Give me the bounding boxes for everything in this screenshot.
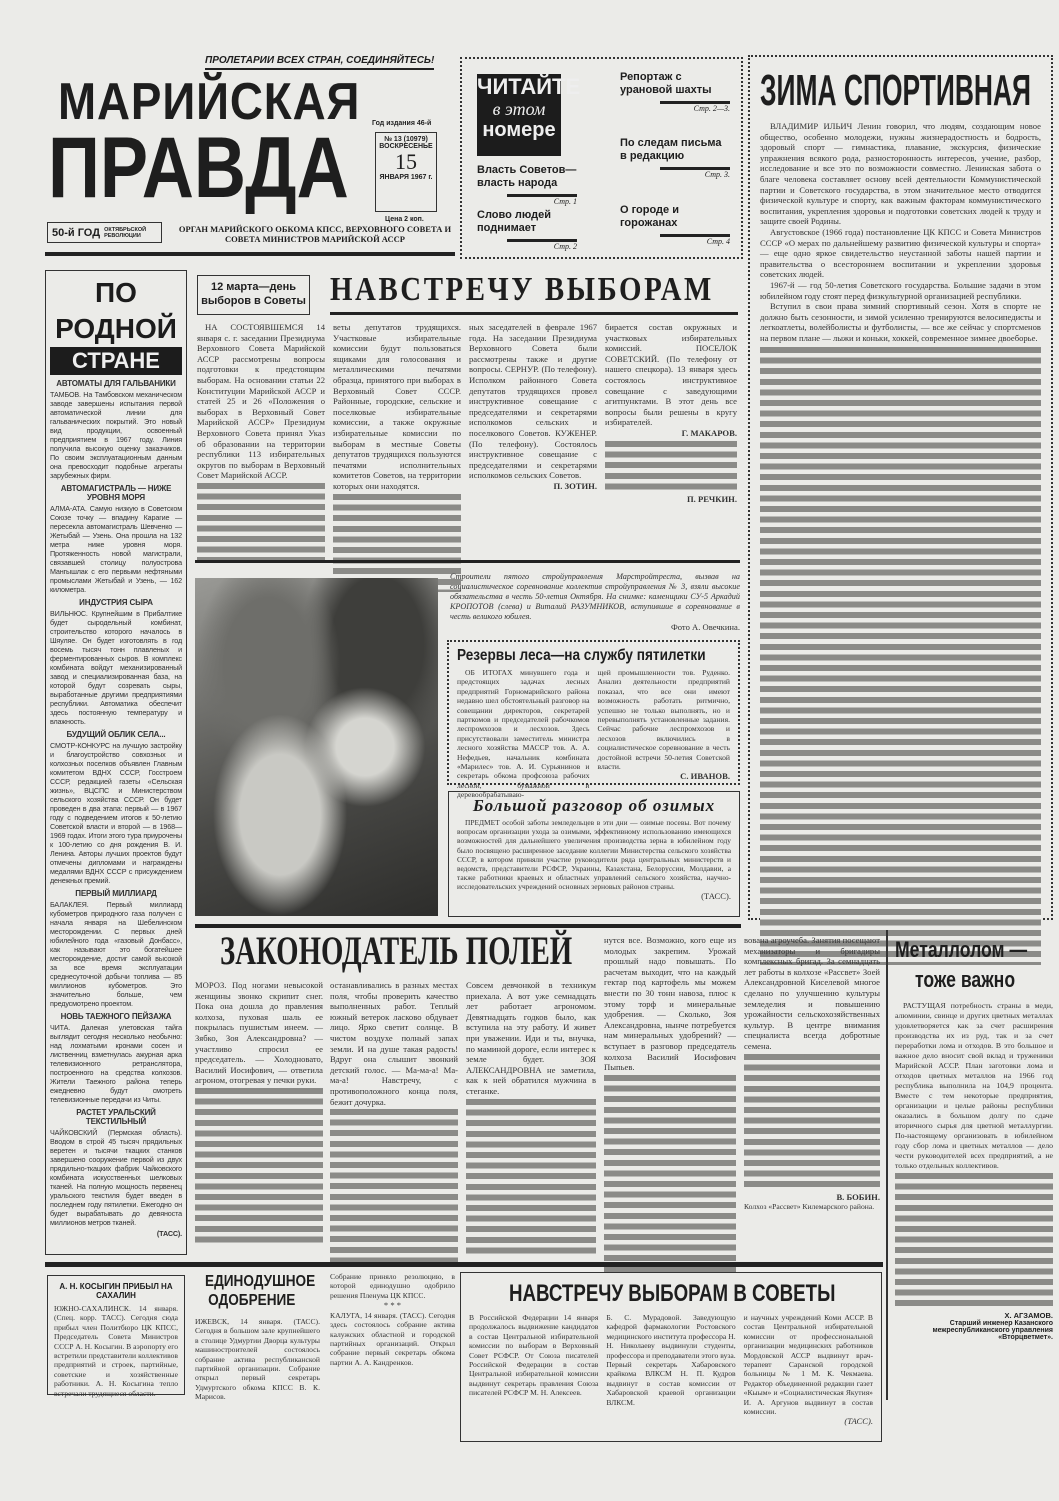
unanimous-column: ИЖЕВСК, 14 января. (ТАСС). Сегодня в большом зале крупнейшего в столице Удмуртии Дворца культуры машиностроителей состоялось собрание актива республиканской партийной организации. Собрание открыл первый секретарь Удмуртского обкома КПСС В. К. Марисов. (195, 1317, 320, 1402)
unanimous-article (195, 1272, 455, 1402)
rule (195, 560, 740, 563)
issue-item-page: Стр. 2—3. (660, 101, 730, 113)
lawmaker-column: нутся все. Возможно, кого еще из молодых закрепим. Урожай прошлый надо повышать. По расчетам выходит, что на каждый гектар под картофель мы можем внести по 30 тонн навоза, плюс к этому торф и минеральные удобрения. — Сколько, Зоя Александровна, нынче потребуется нам минеральных удобрений? — вступает в разговор председатель колхоза Василий Иосифович Пыпьев. (604, 935, 736, 1073)
anniversary-badge (47, 222, 162, 243)
news-headline: БУДУЩИЙ ОБЛИК СЕЛА... (66, 730, 166, 739)
issue-item-label: Власть Советов— власть народа (477, 164, 577, 189)
forest-column: ОБ ИТОГАХ минувшего года и предстоящих задачах лесных предприятий Горномарийского района недавно шел обстоятельный разговор на совещании директоров, секретарей парткомов и председателей рабочкомов леспромхозов и лесхозов. Здесь присутствовали заместитель министра лесного хозяйства МАССР тов. А. А. Нефедьев, начальник комбината «Марилес» тов. А. И. Сурьянинов и секретарь обкома профсоюза рабочих лесной, бумажной и деревообрабатываю- (457, 668, 590, 800)
winter-crops-text: ПРЕДМЕТ особой заботы земледельцев в эти дни — озимые посевы. Вот почему вопросам организации ухода за озимыми, эффективному использованию имеющихся возможностей для дальнейшего увеличения производства зерна в юбилейном году было посвящено расширенное заседание коллегии Министерства сельского хозяйства СССР, в котором приняли участие руководители ряда центральных министерств и ведомств, представители РСФСР, Украины, Казахстана, Белоруссии, Молдавии, а также работники краевых и областных управлений сельского хозяйства, научно-исследовательских учреждений основных зерновых районов страны. (457, 818, 731, 892)
issue-item-page: Стр. 2 (507, 239, 577, 251)
unanimous-column: Собрание приняло резолюцию, в которой единодушно одобрило решения Пленума ЦК КПСС. (330, 1272, 455, 1300)
divider (886, 930, 888, 1400)
issue-item[interactable] (620, 71, 730, 113)
unanimous-title: ЕДИНОДУШНОЕ ОДОБРЕНИЕ (205, 1273, 316, 1309)
election-date-box: 12 марта—день выборов в Советы (197, 275, 310, 315)
byline: П. РЕЧКИН. (686, 493, 737, 504)
photo-credit: Фото А. Овечкина. (670, 622, 740, 632)
news-text: ЧИТА. Далекая улетовская тайга выглядит сегодня несколько необычно: над лохматыми кронами сосен и лиственниц взметнулась ажурная арка телевизионного ретранслятора, построенного на средства колхозов. Жители Таежного района теперь ежедневно будут смотреть телевизионные передачи из Читы. (50, 1023, 182, 1104)
byline: С. ИВАНОВ. (680, 771, 730, 782)
source: (ТАСС). (156, 1229, 182, 1238)
in-this-issue-title (477, 74, 581, 156)
in-this-issue-box (460, 57, 743, 259)
issue-month-year: ЯНВАРЯ 1967 г. (379, 174, 433, 181)
soviets-column: В Российской Федерации 14 января продолжалось выдвижение кандидатов в состав Центральной избирательной комиссии по выборам в Верховный Совет РСФСР. От Союза писателей Российской Федерации в состав Центральной избирательной комиссии выдвинут секретарь правления Союза писателей РСФСР М. Н. Алексеев. (469, 1313, 599, 1398)
lawmaker-title: ЗАКОНОДАТЕЛЬ ПОЛЕЙ (220, 928, 573, 973)
issue-item[interactable] (620, 204, 730, 246)
organ-line: ОРГАН МАРИЙСКОГО ОБКОМА КПСС, ВЕРХОВНОГО СОВЕТА И СОВЕТА МИНИСТРОВ МАРИЙСКОЙ АССР (178, 224, 452, 244)
issue-item-label: О городе и горожанах (620, 204, 679, 229)
news-text: ВИЛЬНЮС. Крупнейшим в Прибалтике будет сыродельный комбинат, строительство которого началось в Шяуляе. Он будет изготовлять в год восемь тысяч тонн плавленых и ферментированных сыров. В комплекс комбината войдут механизированный завод и специализированная база, на которой будут созревать сыры, выработанные другими предприятиями республики. Автоматика обеспечит здесь постоянную температуру и влажность. (50, 609, 182, 726)
issue-item[interactable] (477, 209, 577, 251)
photo-caption-block (450, 572, 740, 632)
soviets-title: НАВСТРЕЧУ ВЫБОРАМ В СОВЕТЫ (509, 1280, 836, 1307)
title-part: номере (482, 119, 556, 141)
rule (330, 312, 738, 315)
title-part: СТРАНЕ (50, 347, 182, 375)
separator-stars: * * * (383, 1300, 402, 1311)
news-headline: НОВЬ ТАЕЖНОГО ПЕЙЗАЖА (60, 1012, 172, 1021)
issue-date-box (375, 132, 437, 212)
winter-crops-title: Большой разговор об озимых (472, 796, 716, 815)
winter-sports-article (748, 55, 1053, 920)
scrap-title: Металлолом — (895, 937, 1028, 962)
scrap-title: тоже важно (915, 967, 1016, 992)
anniversary-year: 50-й ГОД (52, 226, 101, 239)
scrap-text: РАСТУЩАЯ потребность страны в меди, алюминии, свинце и других цветных металлах удовлетворяется как за счет расширения производства их из руд, так и за счет переработки лома и отходов. В это большое и важное дело вносит свой вклад и труженики Марийской АССР. План заготовки лома и отходов цветных металлов на 1966 год республика выполнила на 104,9 процента. Вместе с тем некоторые предприятия, организации и целые районы республики оказались в большом долгу по сдаче вторичного сырья для цветной металлургии. По-настоящему организовать в юбилейном году сбор лома и цветных металлов — дело чести руководителей всех предприятий, а не только отдельных коллективов. (895, 1001, 1053, 1170)
news-text: ТАМБОВ. На Тамбовском механическом заводе завершены испытания первой автоматической линии для гальванических покрытий. Это новый вид продукции, освоенный предприятием в 1967 году. Линия получила высокую оценку заказчиков. По своим эксплуатационным данным она превосходит подобные агрегаты зарубежных фирм. (50, 390, 182, 480)
issue-item-label: Репортаж с урановой шахты (620, 71, 712, 96)
news-headline: АВТОМАГИСТРАЛЬ — НИЖЕ УРОВНЯ МОРЯ (60, 484, 172, 502)
paragraph: Августовское (1966 года) постановление ЦК КПСС и Совета Министров СССР «О мерах по дальнейшему развитию физической культуры и спорта» — еще одно яркое свидетельство неустанной заботы нашей партии и правительства о всестороннем воспитании и укреплении здоровья советских людей. (760, 226, 1041, 280)
masthead-title-line2: ПРАВДА (48, 120, 349, 216)
source: (ТАСС). (844, 1416, 873, 1427)
issue-number: № 13 (10979) (384, 136, 428, 143)
soviets-column: Б. С. Мурадовой. Заведующую кафедрой фармакологии Ростовского медицинского института профессора Н. Н. Николаеву выдвинули студенты, профессора и преподаватели этого вуза. Первый секретарь Хабаровского крайкома ВЛКСМ Н. П. Кудров выдвинут в состав комиссии от Хабаровской краевой организации ВЛКСМ. (606, 1313, 736, 1407)
native-country-column (45, 270, 187, 1255)
issue-item-page: Стр. 3. (660, 167, 730, 179)
news-text: БАЛАКЛЕЯ. Первый миллиард кубометров природного газа получен с начала января на Шебелинском месторождении. С первых дней юбилейного года «газовый Донбасс», как называют это богатейшее месторождение, достиг самой высокой за все время эксплуатации среднесуточной добычи топлива — 85 миллионов кубометров. Это значительно больше, чем предусмотрено проектом. (50, 900, 182, 1008)
photo-builders (195, 578, 438, 916)
soviets-article (460, 1272, 882, 1442)
masthead-title-line1: МАРИЙСКАЯ (58, 73, 361, 131)
photo-caption: Строители пятого стройуправления Марстройтреста, вызвав на социалистическое соревнование коллектив стройуправления № 3, взяли высокие обязательства в честь 50-летия Октября. На снимке: каменщики СУ-5 Аркадий КРОПОТОВ (слева) и Виталий РАЗУМНИКОВ, вступившие в соревнование в честь великого юбилея. (450, 572, 740, 621)
elections-title: НАВСТРЕЧУ ВЫБОРАМ (330, 271, 714, 308)
byline-place: Колхоз «Рассвет» Килемарского района. (744, 1202, 875, 1212)
election-column: бирается состав окружных и участковых избирательных комиссий. ПОСЕЛОК СОВЕТСКИЙ. (По телефону от нашего спецкора). 13 января здесь состоялось инструктивное совещание с заведующими агитпунктами. В этот день все вопросы были решены в кругу избирателей. (605, 322, 737, 428)
unanimous-column: КАЛУГА, 14 января. (ТАСС). Сегодня здесь состоялось собрание актива калужских областной и городской партийных организаций. Открыл собрание первый секретарь обкома партии А. А. Кандренков. (330, 1310, 455, 1367)
forest-column: щей промышленности тов. Руденко. Анализ деятельности предприятий показал, что все они имеют возможность работать ритмично, успешно не только выполнять, но и перевыполнять установленные задания. Сейчас рабочие леспромхозов и лесхозов включились в социалистическое соревнование в честь достойной встречи 50-летия Советской власти. (597, 668, 730, 772)
lawmaker-column: останавливались в разных местах поля, чтобы проверить качество выполненных работ. Теплый южный ветерок ласково обдувает лицо. Ярко светит солнце. В чистом воздухе полный запах земли. И на душе такая радость! Вдруг она слышит звонкий детский голос. — Ма-ма-а! Ма-ма-а! Навстречу, с противоположного конца поля, бежит дочурка. (330, 980, 458, 1107)
issue-item[interactable] (620, 137, 730, 179)
issue-item-label: По следам письма в редакцию (620, 137, 722, 162)
forest-article (447, 640, 740, 800)
news-headline: АВТОМАТЫ ДЛЯ ГАЛЬВАНИКИ (56, 379, 176, 388)
title-part: ПО РОДНОЙ (55, 277, 177, 344)
issue-weekday: ВОСКРЕСЕНЬЕ (379, 143, 433, 150)
anniversary-event: ОКТЯБРЬСКОЙ РЕВОЛЮЦИИ (104, 226, 147, 239)
election-column: веты депутатов трудящихся. Участковые избирательные комиссии будут пользоваться ящиками для голосования и металлическими печатями образца, принятого при выборах в Верховный Совет СССР. Районные, городские, сельские и поселковые избирательные комиссии, а также окружные избирательные комиссии по выборам в местные Советы депутатов трудящихся пользуются печатями исполнительных комитетов Советов, на территории которых они находятся. (333, 322, 461, 491)
winter-sports-title: ЗИМА СПОРТИВНАЯ (760, 66, 1032, 115)
issue-item[interactable] (477, 164, 577, 206)
news-headline: ИНДУСТРИЯ СЫРА (79, 598, 153, 607)
news-text: АЛМА-АТА. Самую низкую в Советском Союзе точку — впадину Карагие — пересекла автомагистраль Шевченко — Жетыбай — Узень. Она прошла на 132 метра ниже уровня моря. Протяженность новой магистрали, связавшей столицу полуострова Мангышлак с его первыми нефтяными промыслами Жетыбай и Узень, — 162 километра. (50, 504, 182, 594)
election-column: НА СОСТОЯВШЕМСЯ 14 января с. г. заседании Президиума Верховного Совета Марийской АССР рассмотрены вопросы подготовки к предстоящим выборам. На основании статьи 22 Конституции Марийской АССР и статей 25 и 26 «Положения о выборах в Верховный Совет Марийской АССР» Президиум Верховного Совета принял Указ об образовании на территории республики 113 избирательных округов по выборам в Верховный Совет Марийской АССР. (197, 322, 325, 481)
issue-day: 15 (395, 149, 417, 174)
byline: Г. МАКАРОВ. (681, 427, 737, 438)
issue-item-page: Стр. 4 (660, 234, 730, 246)
byline: П. ЗОТИН. (553, 480, 597, 491)
issue-item-label: Слово людей поднимает (477, 209, 551, 234)
kosygin-title: А. Н. КОСЫГИН ПРИБЫЛ НА САХАЛИН (59, 1282, 173, 1300)
news-text: ЧАЙКОВСКИЙ (Пермская область). Вводом в строй 45 тысяч прядильных веретен и тысячи ткацких станков завершено сооружение первой из двух прядильно-ткацких фабрик Чайковского комбината искусственных шелковых тканей. На полную мощность первенец уральского текстиля будет введен в последнем году пятилетки. Ежегодно он будет вырабатывать до девяноста миллионов метров тканей. (50, 1128, 182, 1227)
issue-item-page: Стр. 1 (507, 194, 577, 206)
scrap-article (895, 935, 1053, 1395)
forest-title: Резервы леса—на службу пятилетки (457, 647, 706, 664)
news-headline: РАСТЕТ УРАЛЬСКИЙ ТЕКСТИЛЬНЫЙ (76, 1108, 156, 1126)
title-part: в этом (492, 99, 546, 119)
title-part: ЧИТАЙТЕ (477, 74, 581, 99)
kosygin-article (47, 1275, 185, 1398)
lawmaker-column: вована агроучеба. Занятия посещают механизаторы и бригадиры комплексных бригад. За семнадцать лет работы в колхозе «Рассвет» Зоей Александровной Киселевой многое сделано по улучшению культуры земледелия и повышению урожайности сельскохозяйственных культур. В центре внимания специалиста всегда добротные семена. (744, 935, 880, 1051)
lawmaker-column: Совсем девчонкой в техникум приехала. А вот уже семнадцать лет работает агрономом. Девятнадцать годков было, как вступила на эту работу. И живет при уважении. Иди и ты, внучка, по маминой дороге, если интерес к земле будет. ЗОЯ АЛЕКСАНДРОВНА не заметила, как к ней обратился мужчина в стеганке. (466, 980, 596, 1096)
byline: В. БОБИН. (836, 1191, 880, 1202)
news-headline: ПЕРВЫЙ МИЛЛИАРД (75, 889, 157, 898)
winter-crops-article (448, 791, 740, 917)
lawmaker-column: МОРОЗ. Под ногами невысокой женщины звонко скрипит снег. Пока она дошла до правления колхоза, пуховая шаль ее покрылась пушистым инеем. — Зябко, Зоя Александровна? — участливо спросил ее председатель. — Холодновато, Василий Иосифович, — ответила агроном, отогревая у печки руки. (195, 980, 323, 1086)
masthead-slogan: ПРОЛЕТАРИИ ВСЕХ СТРАН, СОЕДИНЯЙТЕСЬ! (205, 55, 434, 70)
paragraph: 1967-й — год 50-летия Советского государства. Большие задачи в этом юбилейном году стоят перед физкультурной организацией республики. (760, 279, 1041, 301)
paragraph: Вступил в свои права зимний спортивный сезон. Хотя в спорте не должно быть сезонности, и зимой усиленно тренируются велосипедисты и легкоатлеты, волейболисты и футболисты, — все же сейчас у спортсменов на первом плане — лыжи и коньки, хоккей, современное зимнее двоеборье. (760, 301, 1041, 343)
source: (ТАСС). (701, 890, 731, 901)
byline: Х. АГЗАМОВ. (1004, 1311, 1053, 1320)
election-column: ных заседателей в феврале 1967 года. На заседании Президиума Верховного Совета были рассмотрены также и другие вопросы. СЕРНУР. (По телефону). Исполком районного Совета депутатов трудящихся провел инструктивное совещание с председателями и секретарями исполкомов сельских и поселкового Советов. КУЖЕНЕР. (По телефону). Состоялось инструктивное совещание с председателями и секретарями исполкомов сельских Советов. (469, 322, 597, 481)
native-country-title (50, 275, 182, 375)
soviets-column: и научных учреждений Коми АССР. В состав Центральной избирательной комиссии от профессиональной организации медицинских работников Мордовской АССР выдвинут врач-терапевт Саранской городской больницы № 1 М. К. Чекмаева. Редактор объединенной редакции газет «Кыым» и «Социалистическая Якутия» И. А. Аргунов выдвинут в состав комиссии. (743, 1313, 873, 1417)
news-text: СМОТР-КОНКУРС на лучшую застройку и благоустройство совхозных и колхозных поселков объявлен Главным комитетом ВДНХ СССР, Госстроем СССР, редакцией газеты «Сельская жизнь», ВЦСПС и Министерством сельского хозяйства СССР. Он будет проведен в два этапа: первый — в 1967 году с подведением итогов к 50-летию Советской власти и второй — в 1968—1969 годах. Итоги этого тура приурочены к 100-летию со дня рождения В. И. Ленина. Авторы лучших проектов будут отмечены дипломами и награждены медалями ВДНХ СССР с присуждением денежных премий. (50, 741, 182, 885)
paragraph: ВЛАДИМИР ИЛЬИЧ Ленин говорил, что людям, создающим новое общество, особенно молодежи, нужны жизнерадостность и бодрость, здоровый спорт — гимнастика, плавание, экскурсия, физические упражнения всякого рода, разносторонность интересов, учение, разбор, исследование и все это по возможности совместно. Ленинская забота о благе человека составляет основу всей деятельности Коммунистической партии и Советского государства, в этом значительное место отводится физической культуре и спорту, как важным факторам коммунистического воспитания, укрепления здоровья и подготовки советских людей к труду и защите своей Родины. (760, 121, 1041, 227)
masthead-rule (45, 252, 455, 256)
text-continuation (760, 345, 1041, 965)
year-of-publication: Год издания 46-й (372, 120, 432, 127)
price: Цена 2 коп. (385, 216, 424, 223)
kosygin-text: ЮЖНО-САХАЛИНСК. 14 января. (Спец. корр. ТАСС). Сегодня сюда прибыл член Политбюро ЦК КПСС, Председатель Совета Министров СССР А. Н. Косыгин. В аэропорту его встретили представители коллективов предприятий и строек, партийные, советские и хозяйственные работники. А. Н. Косыгина тепло встречали трудящиеся области. (54, 1304, 178, 1398)
byline-role: Старший инженер Казанского межреспубликанского управления «Вторцветмет». (932, 1320, 1053, 1341)
rule (45, 1262, 883, 1267)
